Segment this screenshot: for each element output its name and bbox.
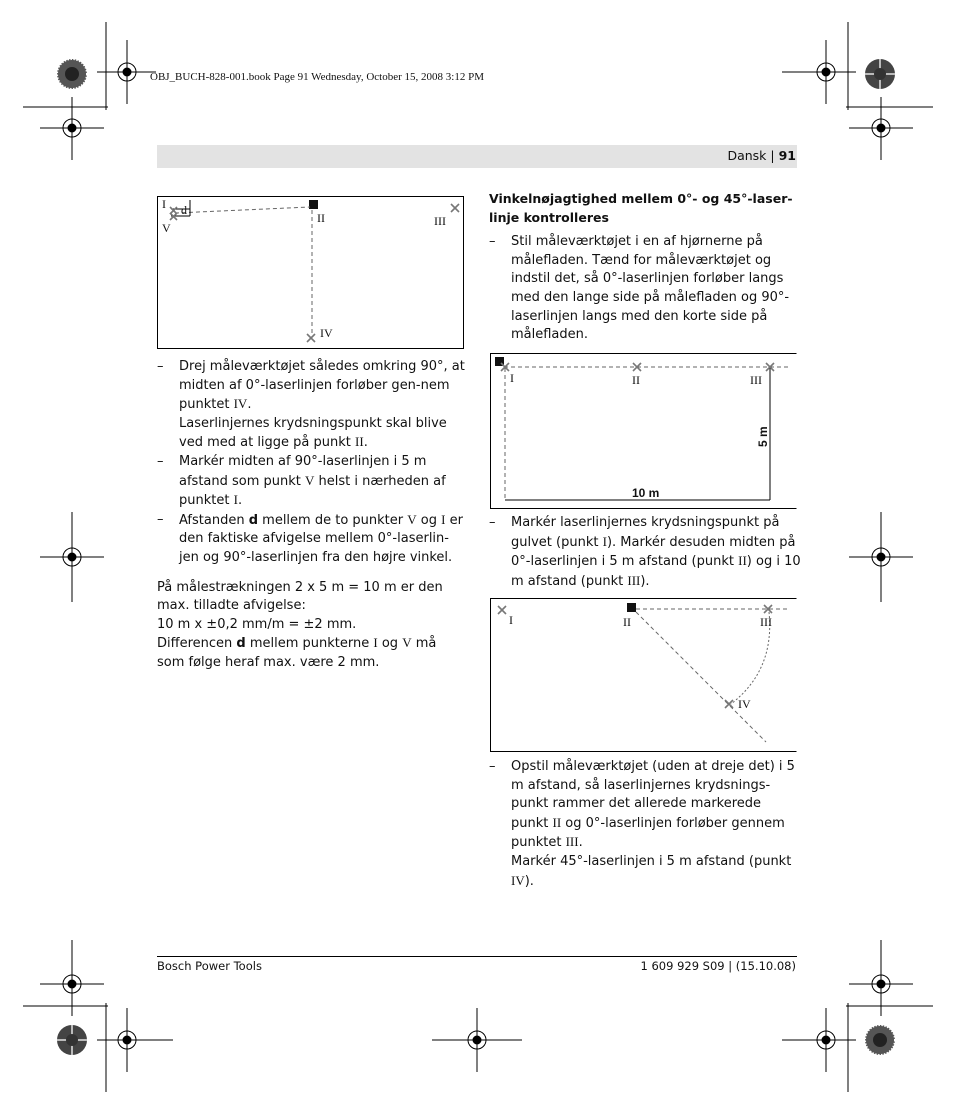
- figure-3-label-II: II: [623, 615, 631, 629]
- figure-3-label-IV: IV: [738, 697, 751, 711]
- figure-3: [491, 599, 797, 752]
- figure-3-tool-symbol: [627, 603, 636, 612]
- figure-3-laser-line-45: [636, 612, 766, 742]
- figure-1-marker-IV: [307, 334, 315, 342]
- page-number: 91: [778, 148, 796, 163]
- text-run: Laserlinjernes krydsningspunkt skal blive ved med at ligge på punkt: [179, 415, 447, 451]
- point-label: III: [565, 834, 579, 850]
- text-run: .: [363, 435, 368, 451]
- figure-1-laser-line-0: [175, 207, 310, 213]
- registration-target-bottom-left: [97, 1008, 173, 1072]
- text-run: og: [416, 512, 442, 528]
- text-run: mellem punkterne: [245, 636, 374, 652]
- paragraph: [179, 415, 467, 453]
- figure-1-label-II: II: [317, 211, 325, 225]
- paragraph: [511, 758, 801, 853]
- text-run: ).: [640, 573, 650, 589]
- registration-target-left-upper: [40, 97, 104, 160]
- list-item: [489, 233, 801, 345]
- list-dash: –: [489, 234, 496, 250]
- footer-brand: Bosch Power Tools: [157, 959, 262, 973]
- left-column: [157, 358, 467, 673]
- registration-target-bottom-center: [432, 1008, 522, 1072]
- list-dash: –: [157, 359, 164, 374]
- text-run: er den faktiske afvigelse mellem 0°-laserlin-jen og 90°-laserlinjen fra den højre vinkel.: [179, 512, 463, 565]
- paragraph: [511, 853, 801, 891]
- text-run: .: [237, 493, 243, 509]
- figure-1-label-V: V: [162, 221, 171, 235]
- bold-term: d: [248, 512, 259, 528]
- figure-1: [158, 197, 464, 349]
- figure-3-label-I: I: [509, 613, 513, 627]
- running-header: [727, 148, 796, 163]
- figure-2-label-10m: 10 m: [632, 486, 660, 500]
- paragraph: Stil måleværktøjet i en af hjørnerne på målefladen. Tænd for måleværktøjet og indstil det, så 0°-laserlinjen forløber langs med den lange side på målefladen og 90°-laserlinjen langs med den korte side på målefladen.: [511, 234, 790, 343]
- point-label: V: [305, 472, 315, 488]
- text-run: helst i nærheden af punktet: [179, 473, 446, 509]
- figure-1-frame: [158, 197, 464, 349]
- point-label: V: [407, 511, 417, 527]
- text-run: Markér midten af 90°-laserlinjen i 5 m afstand som punkt: [179, 453, 427, 489]
- list-dash: –: [157, 453, 164, 469]
- figure-1-label-d: d: [181, 203, 187, 217]
- point-label: III: [627, 572, 641, 588]
- text-run: Markér 45°-laserlinjen i 5 m afstand (punkt: [511, 853, 792, 869]
- color-target-top-left: [57, 59, 87, 89]
- text-run: og: [377, 636, 403, 652]
- print-slug: OBJ_BUCH-828-001.book Page 91 Wednesday, October 15, 2008 3:12 PM: [150, 71, 484, 83]
- header-language: Dansk: [727, 148, 767, 163]
- figure-2-label-III: III: [750, 373, 762, 387]
- figure-3-label-III: III: [760, 615, 772, 629]
- text-run: Opstil måleværktøjet (uden at dreje det) i 5 m afstand, så laserlinjernes krydsnings-punkt rammer det allerede markerede punkt: [511, 759, 795, 831]
- point-label: V: [402, 635, 412, 651]
- text-run: Differencen: [157, 636, 237, 652]
- paragraph: [511, 514, 801, 591]
- text-line: [157, 634, 467, 672]
- text-run: Afstanden: [179, 512, 249, 528]
- registration-target-right-upper: [849, 97, 913, 160]
- figure-1-label-IV: IV: [320, 326, 333, 340]
- registration-target-right-middle: [849, 512, 913, 602]
- figure-1-tool-symbol: [309, 200, 318, 209]
- paragraph: [179, 511, 467, 568]
- figure-1-marker-III: [451, 204, 459, 212]
- figure-3-marker-IV: [725, 700, 733, 708]
- text-run: må som følge heraf max. være 2 mm.: [157, 636, 437, 670]
- paragraph: [179, 358, 467, 415]
- list-item: [489, 758, 801, 891]
- color-target-bottom-right: [865, 1025, 895, 1055]
- text-line: På målestrækningen 2 x 5 m = 10 m er den max. tilladte afvigelse:: [157, 579, 443, 614]
- color-target-bottom-left: [57, 1025, 87, 1055]
- figure-1-label-I: I: [162, 197, 166, 211]
- text-line: 10 m x ±0,2 mm/m = ±2 mm.: [157, 616, 357, 632]
- point-label: I: [233, 492, 238, 508]
- registration-target-right-lower: [849, 940, 913, 1016]
- figure-2-label-I: I: [510, 371, 514, 385]
- point-label: II: [552, 814, 562, 830]
- header-separator: |: [770, 148, 775, 163]
- registration-target-bottom-right: [782, 1008, 856, 1072]
- bold-term: d: [236, 636, 246, 652]
- figure-1-label-III: III: [434, 214, 446, 228]
- text-run: og 0°-laserlinjen forløber gennem punktet: [511, 815, 785, 851]
- text-run: Markér laserlinjernes krydsningspunkt på gulvet (punkt: [511, 515, 780, 550]
- section-heading: Vinkelnøjagtighed mellem 0°- og 45°-laser-linje kontrolleres: [489, 191, 793, 225]
- registration-target-left-lower: [40, 940, 104, 1016]
- text-run: ). Markér desuden midten på 0°-laserlinjen i 5 m afstand (punkt: [511, 534, 796, 570]
- right-column-step-3: [489, 758, 801, 891]
- figure-3-marker-I: [498, 606, 506, 614]
- point-label: I: [441, 511, 446, 527]
- figure-3-frame: [491, 599, 797, 752]
- list-item: [157, 453, 467, 511]
- list-item: [489, 514, 801, 591]
- text-run: mellem de to punkter: [258, 512, 408, 528]
- point-label: IV: [511, 872, 525, 888]
- text-run: ).: [524, 873, 534, 889]
- list-dash: –: [489, 759, 496, 774]
- list-dash: –: [489, 515, 496, 530]
- text-run: .: [247, 397, 252, 413]
- header-bar: [157, 145, 797, 168]
- list-item: [157, 358, 467, 453]
- footer-rule: [157, 956, 797, 957]
- figure-2: [491, 354, 797, 509]
- point-label: II: [355, 434, 364, 450]
- point-label: II: [738, 553, 747, 569]
- point-label: I: [602, 533, 607, 549]
- text-run: ) og i 10 m afstand (punkt: [511, 554, 801, 589]
- right-column-step-2: [489, 514, 801, 591]
- registration-target-left-middle: [40, 512, 104, 602]
- point-label: I: [373, 635, 378, 651]
- registration-target-top-right: [782, 40, 856, 104]
- list-item: [157, 511, 467, 568]
- tolerance-paragraph: [157, 579, 467, 673]
- color-target-top-right: [865, 59, 895, 89]
- list-dash: –: [157, 511, 164, 527]
- text-run: Drej måleværktøjet således omkring 90°, at midten af 0°-laserlinjen forløber gen-nem punktet: [179, 359, 465, 413]
- right-column-intro: [489, 190, 801, 345]
- figure-2-label-5m: 5 m: [756, 426, 770, 447]
- figure-2-label-II: II: [632, 373, 640, 387]
- paragraph: [179, 453, 467, 511]
- footer-docnumber: 1 609 929 S09 | (15.10.08): [640, 959, 796, 973]
- text-run: .: [578, 835, 583, 851]
- point-label: IV: [233, 396, 248, 412]
